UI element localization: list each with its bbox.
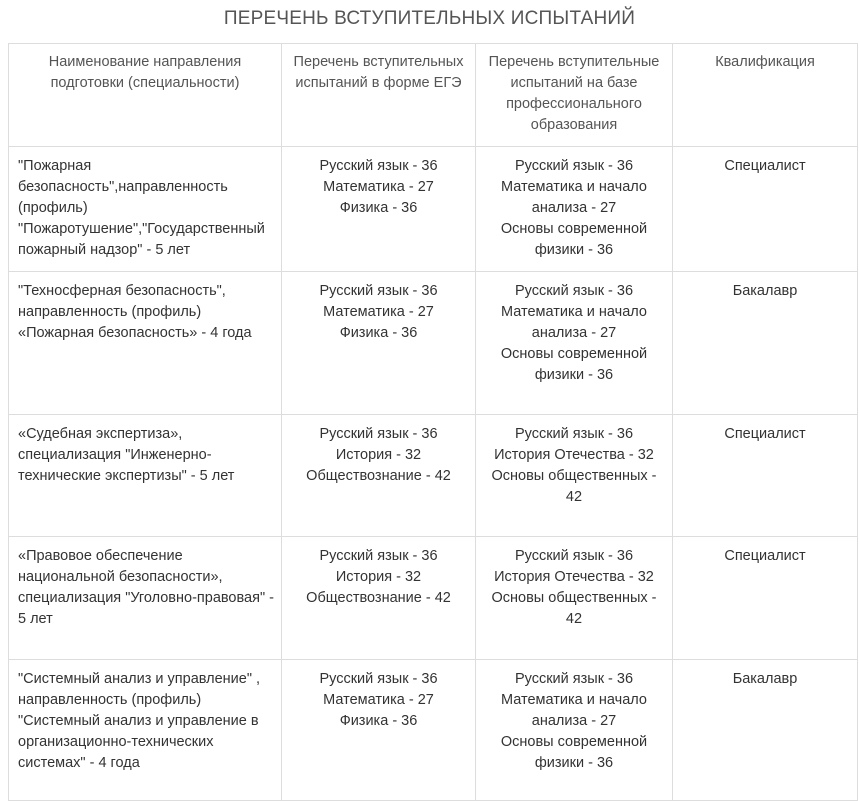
exam-item: Русский язык - 36 [514,283,634,299]
exam-item: История Отечества - 32 [494,569,654,585]
table-row [9,537,858,660]
professional-exams-cell [476,415,673,537]
exam-item: История - 32 [335,447,422,463]
program-name-cell: "Системный анализ и управление" , направленность (профиль) "Системный анализ и управление в организационно-технических системах" - 4 года [9,660,282,801]
program-name-cell: «Судебная экспертиза», специализация "Инженерно-технические экспертизы" - 5 лет [9,415,282,537]
exam-item: Основы современной физики - 36 [500,734,648,771]
professional-exams-cell [476,272,673,415]
exam-item: Математика и начало анализа - 27 [501,692,647,729]
exam-item: Физика - 36 [339,713,418,729]
exam-item: Русский язык - 36 [319,671,438,687]
table-row [9,147,858,272]
ege-exams-cell [282,147,476,272]
exam-item: Обществознание - 42 [306,468,451,484]
exam-item: Основы общественных - 42 [491,590,657,627]
qualification-cell: Специалист [673,415,858,537]
exam-item: Русский язык - 36 [319,548,438,564]
exam-item: Математика и начало анализа - 27 [501,304,647,341]
professional-exams-cell [476,660,673,801]
exam-item: Основы общественных - 42 [491,468,657,505]
exam-item: Математика - 27 [323,304,434,320]
ege-exams-cell [282,272,476,415]
qualification-cell: Специалист [673,537,858,660]
exam-item: Русский язык - 36 [319,426,438,442]
program-name-cell: "Пожарная безопасность",направленность (профиль) "Пожаротушение","Государственный пожарный надзор" - 5 лет [9,147,282,272]
header-ege-exams: Перечень вступительных испытаний в форме ЕГЭ [282,44,476,147]
exam-item: Основы современной физики - 36 [500,346,648,383]
header-professional-exams: Перечень вступительные испытаний на базе профессионального образования [476,44,673,147]
exam-item: История Отечества - 32 [494,447,654,463]
qualification-cell: Бакалавр [673,272,858,415]
exam-item: Физика - 36 [339,325,418,341]
qualification-cell: Специалист [673,147,858,272]
exam-item: Основы современной физики - 36 [500,221,648,258]
ege-exams-cell [282,660,476,801]
exam-item: Русский язык - 36 [319,158,438,174]
exam-item: Математика и начало анализа - 27 [501,179,647,216]
exam-item: Русский язык - 36 [319,283,438,299]
program-name-cell: «Правовое обеспечение национальной безопасности», специализация "Уголовно-правовая" - 5 лет [9,537,282,660]
page-title: ПЕРЕЧЕНЬ ВСТУПИТЕЛЬНЫХ ИСПЫТАНИЙ [223,8,636,29]
table-row [9,272,858,415]
exam-item: Математика - 27 [323,179,434,195]
exam-item: Физика - 36 [339,200,418,216]
exam-item: Русский язык - 36 [514,426,634,442]
table-header-row [9,44,858,147]
professional-exams-cell [476,147,673,272]
header-qualification: Квалификация [673,44,858,147]
exam-item: История - 32 [335,569,422,585]
entrance-exams-table [8,43,858,801]
exam-item: Математика - 27 [323,692,434,708]
qualification-cell: Бакалавр [673,660,858,801]
exam-item: Русский язык - 36 [514,548,634,564]
ege-exams-cell [282,415,476,537]
professional-exams-cell [476,537,673,660]
exam-item: Обществознание - 42 [306,590,451,606]
ege-exams-cell [282,537,476,660]
table-row [9,415,858,537]
table-row [9,660,858,801]
exam-item: Русский язык - 36 [514,158,634,174]
header-program-name: Наименование направления подготовки (специальности) [9,44,282,147]
program-name-cell: "Техносферная безопасность", направленность (профиль) «Пожарная безопасность» - 4 года [9,272,282,415]
exam-item: Русский язык - 36 [514,671,634,687]
